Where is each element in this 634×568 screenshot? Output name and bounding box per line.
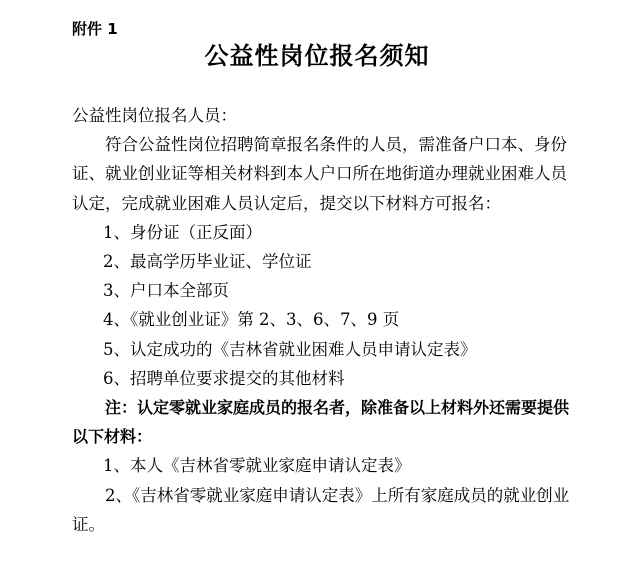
list-item: 5、认定成功的《吉林省就业困难人员申请认定表》 — [103, 339, 477, 359]
list-item: 2、《吉林省零就业家庭申请认定表》上所有家庭成员的就业创业证。 — [72, 485, 570, 534]
list-item: 1、本人《吉林省零就业家庭申请认定表》 — [103, 456, 411, 476]
list-item: 2、最高学历毕业证、学位证 — [103, 252, 312, 272]
list-item: 3、户口本全部页 — [103, 281, 229, 301]
document-title: 公益性岗位报名须知 — [204, 42, 430, 70]
intro-paragraph: 符合公益性岗位招聘简章报名条件的人员，需准备户口本、身份证、就业创业证等相关材料到本人户口所在地街道办理就业困难人员认定，完成就业困难人员认定后，提交以下材料方可报名： — [72, 135, 567, 213]
note-paragraph: 注：认定零就业家庭成员的报名者，除准备以上材料外还需要提供以下材料： — [72, 398, 570, 447]
list-item: 6、招聘单位要求提交的其他材料 — [103, 368, 345, 388]
list-item: 1、身份证（正反面） — [103, 222, 262, 242]
document-body — [72, 101, 572, 539]
attachment-label: 附件 1 — [72, 20, 118, 38]
list-item: 4、《就业创业证》第 2、3、6、7、9 页 — [103, 310, 400, 330]
section-heading: 公益性岗位报名人员： — [72, 106, 237, 125]
